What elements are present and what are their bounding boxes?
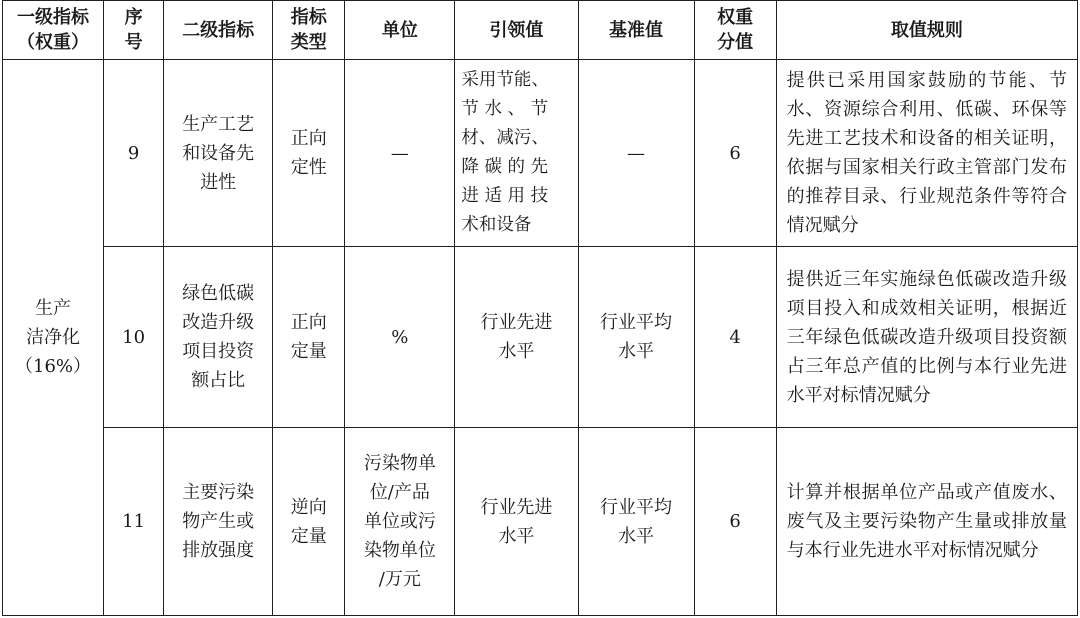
group-label: 生产 洁净化 （16%） xyxy=(3,60,104,616)
header-unit: 单位 xyxy=(345,1,455,60)
cell-rule: 提供已采用国家鼓励的节能、节水、资源综合利用、低碳、环保等先进工艺技术和设备的相关证明，依据与国家相关行政主管部门发布的推荐目录、行业规范条件等符合情况赋分 xyxy=(776,60,1077,247)
table-row xyxy=(3,247,1078,428)
indicator-table xyxy=(2,0,1078,616)
cell-unit: — xyxy=(345,60,455,247)
header-weight: 权重 分值 xyxy=(694,1,776,60)
header-seq: 序 号 xyxy=(104,1,164,60)
cell-level2: 主要污染 物产生或 排放强度 xyxy=(164,428,273,616)
cell-type: 正向 定性 xyxy=(273,60,345,247)
cell-weight: 6 xyxy=(694,60,776,247)
header-base: 基准值 xyxy=(578,1,694,60)
cell-type: 正向 定量 xyxy=(273,247,345,428)
header-rule: 取值规则 xyxy=(776,1,1077,60)
header-type: 指标 类型 xyxy=(273,1,345,60)
cell-rule: 提供近三年实施绿色低碳改造升级项目投入和成效相关证明，根据近三年绿色低碳改造升级项目投资额占三年总产值的比例与本行业先进水平对标情况赋分 xyxy=(776,247,1077,428)
cell-weight: 4 xyxy=(694,247,776,428)
cell-seq: 10 xyxy=(104,247,164,428)
cell-base: — xyxy=(578,60,694,247)
cell-level2: 绿色低碳 改造升级 项目投资 额占比 xyxy=(164,247,273,428)
cell-weight: 6 xyxy=(694,428,776,616)
cell-lead: 行业先进 水平 xyxy=(455,247,578,428)
cell-level2: 生产工艺 和设备先 进性 xyxy=(164,60,273,247)
header-level2: 二级指标 xyxy=(164,1,273,60)
table-row xyxy=(3,428,1078,616)
cell-rule: 计算并根据单位产品或产值废水、废气及主要污染物产生量或排放量与本行业先进水平对标情况赋分 xyxy=(776,428,1077,616)
header-row xyxy=(3,1,1078,60)
cell-unit: 污染物单 位/产品 单位或污 染物单位 /万元 xyxy=(345,428,455,616)
cell-lead: 行业先进 水平 xyxy=(455,428,578,616)
cell-unit: % xyxy=(345,247,455,428)
header-lead: 引领值 xyxy=(455,1,578,60)
header-level1: 一级指标 （权重） xyxy=(3,1,104,60)
cell-seq: 9 xyxy=(104,60,164,247)
cell-type: 逆向 定量 xyxy=(273,428,345,616)
cell-seq: 11 xyxy=(104,428,164,616)
table-row xyxy=(3,60,1078,247)
cell-lead: 采用节能、 节 水 、 节 材、减污、 降 碳 的 先 进 适 用 技 术和设备 xyxy=(455,60,578,247)
cell-base: 行业平均 水平 xyxy=(578,247,694,428)
cell-base: 行业平均 水平 xyxy=(578,428,694,616)
